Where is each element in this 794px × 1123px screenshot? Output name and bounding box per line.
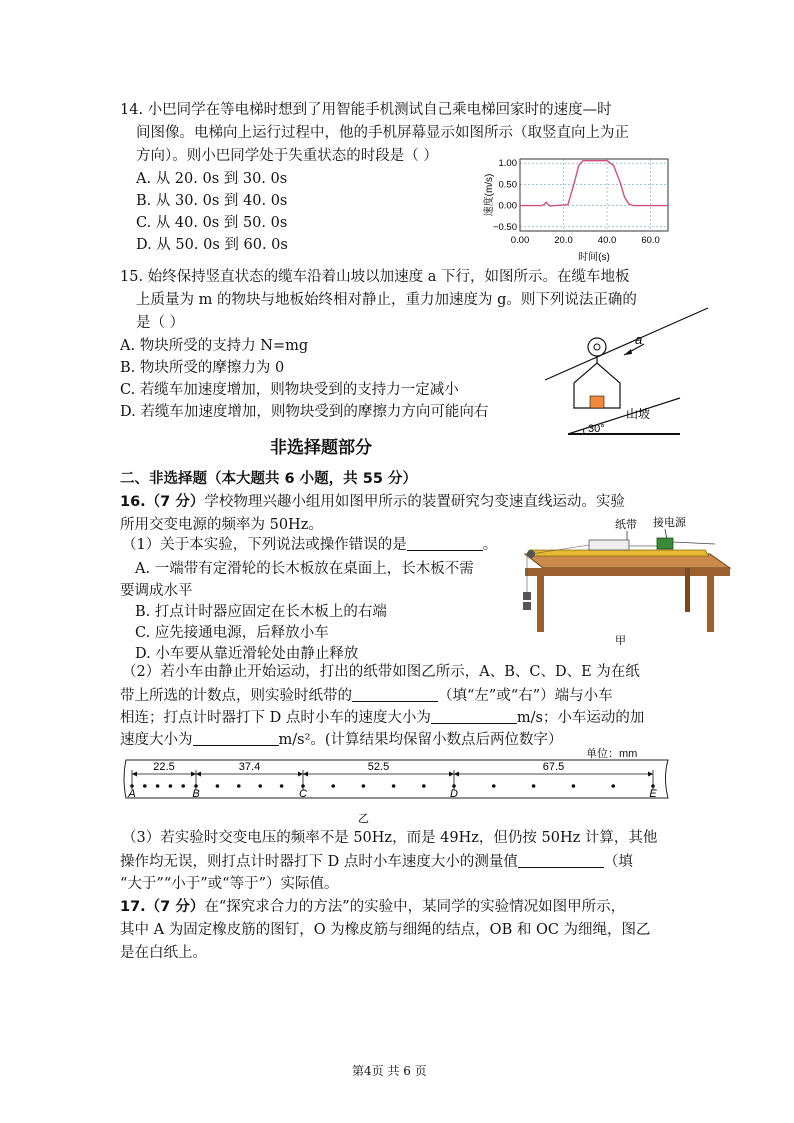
- apparatus-figure: [515, 512, 737, 652]
- q15-option-d: D. 若缆车加速度增加，则物块受到的摩擦力方向可能向右: [120, 404, 489, 420]
- q16-sub1: [122, 533, 497, 554]
- weight-2: [523, 602, 531, 610]
- q16-line1: [120, 490, 625, 511]
- q15-line3: 是（ ）: [136, 315, 185, 331]
- tape-dot: [156, 784, 160, 788]
- tape-dot: [280, 784, 284, 788]
- q16-option-a-line2: 要调成水平: [120, 583, 193, 599]
- angle-label: 30°: [588, 423, 605, 435]
- q16-number: 16.（7 分）: [120, 494, 205, 510]
- tape-point-label: B: [192, 788, 200, 800]
- tape-dot: [392, 784, 396, 788]
- tape-point-label: D: [450, 788, 458, 800]
- q17-number: 17.（7 分）: [120, 899, 205, 915]
- q15-line2: 上质量为 m 的物块与地板始终相对静止，重力加速度为 g。则下列说法正确的: [136, 292, 637, 308]
- tape-segment-label: 37.4: [238, 761, 261, 773]
- q17-line1: [120, 895, 625, 916]
- q16-sub3-l2b: （填: [603, 854, 633, 870]
- q16-sub3-line1: （3）若实验时交变电压的频率不是 50Hz，而是 49Hz，但仍按 50Hz 计算，其他: [122, 830, 658, 846]
- chart-frame: [520, 159, 668, 231]
- chart-series-line: [520, 161, 668, 206]
- q15-option-a: A. 物块所受的支持力 N=mg: [120, 338, 309, 354]
- weight-1: [523, 592, 531, 600]
- tape-dot: [237, 784, 241, 788]
- q16-sub3-l2a: 操作均无误，则打点计时器打下 D 点时小车速度大小的测量值: [120, 854, 518, 870]
- q16-sub2-line3: [120, 706, 644, 727]
- q16-sub2-l3b: m/s；小车运动的加: [516, 710, 645, 726]
- q16-line2: 所用交变电源的频率为 50Hz。: [120, 517, 323, 533]
- q17-line2: 其中 A 为固定橡皮筋的图钉，O 为橡皮筋与细绳的结点，OB 和 OC 为细绳，图乙: [120, 922, 651, 938]
- table-leg-left: [537, 576, 544, 632]
- tape-dot: [362, 784, 366, 788]
- q14-option-a: A. 从 20. 0s 到 30. 0s: [136, 171, 288, 187]
- tape-dot: [492, 784, 496, 788]
- tape-dot: [422, 784, 426, 788]
- q16-option-b: B. 打点计时器应固定在长木板上的右端: [135, 604, 387, 620]
- q16-sub2-line2: [120, 684, 613, 705]
- q16-sub3-line2: [120, 850, 633, 871]
- paper-tape-figure: [118, 756, 678, 826]
- q16-accel-blank[interactable]: [193, 731, 279, 746]
- q15-option-c: C. 若缆车加速度增加，则物块受到的支持力一定减小: [120, 382, 459, 398]
- q16-sub2-l4b: m/s²。(计算结果均保留小数点后两位数字）: [278, 732, 563, 748]
- table-leg-back: [685, 568, 690, 612]
- cable-car-figure: [540, 300, 710, 440]
- chart-xtick-label: 0.00: [510, 235, 530, 246]
- cable-line: [545, 308, 708, 380]
- tape-dot: [572, 784, 576, 788]
- tape-dot: [181, 784, 185, 788]
- chart-xtick-label: 40.0: [597, 235, 617, 246]
- q14-line3: 方向）。则小巴同学处于失重状态的时段是（ ）: [136, 148, 438, 164]
- table-leg-right: [707, 576, 714, 632]
- part2-heading: 二、非选择题（本大题共 6 小题，共 55 分）: [120, 471, 417, 487]
- tape-dot: [216, 784, 220, 788]
- chart-xlabel: 时间(s): [578, 252, 610, 263]
- power-label: 接电源: [653, 517, 686, 529]
- q17-line3: 是在白纸上。: [120, 945, 207, 961]
- chart-grid: [520, 159, 668, 231]
- q16-sub2-line1: （2）若小车由静止开始运动，打出的纸带如图乙所示，A、B、C、D、E 为在纸: [122, 664, 640, 680]
- chart-xtick-label: 60.0: [641, 235, 660, 246]
- chart-ytick-label: 1.00: [498, 158, 517, 170]
- tape-dot: [331, 784, 335, 788]
- tape-unit: 单位：mm: [586, 748, 638, 760]
- q16-head-text: 学校物理兴趣小组用如图甲所示的装置研究匀变速直线运动。实验: [204, 494, 625, 510]
- chart-ytick-label: 0.00: [498, 200, 517, 212]
- q16-sub2-l3a: 相连；打点计时器打下 D 点时小车的速度大小为: [120, 710, 431, 726]
- q17-head-text: 在“探究求合力的方法”的实验中，某同学的实验情况如图甲所示，: [204, 899, 626, 915]
- q16-velocity-blank[interactable]: [431, 709, 517, 724]
- long-board: [529, 550, 709, 556]
- table-edge: [525, 568, 730, 576]
- q16-sub3-line3: “大于”“小于”或“等于”）实际值。: [120, 876, 339, 892]
- q16-option-c: C. 应先接通电源，后释放小车: [135, 625, 329, 641]
- q16-sub2-l2a: 带上所选的计数点，则实验时纸带的: [120, 688, 352, 704]
- q16-sub1-blank[interactable]: [407, 536, 483, 551]
- tape-dot: [143, 784, 147, 788]
- cart: [589, 540, 629, 550]
- wire: [673, 542, 715, 544]
- tape-label: 纸带: [615, 519, 637, 531]
- slope-label: 山坡: [626, 407, 651, 421]
- tape-dot: [169, 784, 173, 788]
- q16-sub1-end: 。: [482, 537, 498, 553]
- q14-line1: 14. 小巴同学在等电梯时想到了用智能手机测试自己乘电梯回家时的速度—时: [120, 102, 612, 118]
- q16-sub2-l2b: （填“左”或“右”）端与小车: [438, 688, 613, 704]
- chart-xtick-label: 20.0: [554, 235, 573, 246]
- tape-segment-label: 22.5: [153, 761, 175, 773]
- q16-sub2-l4a: 速度大小为: [120, 732, 193, 748]
- q14-line2: 间图像。电梯向上运行过程中，他的手机屏幕显示如图所示（取竖直向上为正: [136, 125, 629, 141]
- figure-jia-label: 甲: [615, 635, 626, 647]
- q14-option-b: B. 从 30. 0s 到 40. 0s: [136, 193, 288, 209]
- q15-line1: 15. 始终保持竖直状态的缆车沿着山坡以加速度 a 下行，如图所示。在缆车地板: [120, 269, 630, 285]
- q16-option-a-line1: A. 一端带有定滑轮的长木板放在桌面上，长木板不需: [135, 561, 474, 577]
- page-footer: 第4页 共 6 页: [352, 1064, 427, 1078]
- tape-dot: [611, 784, 615, 788]
- tape-point-label: C: [299, 788, 307, 800]
- chart-ytick-label: 0.50: [498, 179, 517, 191]
- tape-point-label: A: [128, 788, 136, 800]
- q16-compare-blank[interactable]: [518, 853, 604, 868]
- tape-dot: [532, 784, 536, 788]
- accel-arrow-head: [624, 349, 632, 355]
- block-m: [590, 396, 604, 408]
- tape-segment-label: 52.5: [367, 761, 390, 773]
- pulley-center: [594, 344, 600, 350]
- chart-ylabel: 速度(m/s): [484, 173, 495, 217]
- q16-sub2-line4: [120, 728, 563, 749]
- chart-ytick-label: −0.50: [492, 221, 517, 233]
- tape-point-label: E: [649, 788, 657, 800]
- tape-figure-label: 乙: [358, 813, 369, 825]
- q16-option-d: D. 小车要从靠近滑轮处由静止释放: [135, 646, 359, 662]
- q15-option-b: B. 物块所受的摩擦力为 0: [120, 360, 285, 376]
- accel-label: a: [635, 332, 643, 347]
- tape-outline: [124, 760, 668, 798]
- q14-option-d: D. 从 50. 0s 到 60. 0s: [136, 237, 288, 253]
- timer: [657, 538, 673, 549]
- q14-option-c: C. 从 40. 0s 到 50. 0s: [136, 215, 288, 231]
- tape-segment-label: 67.5: [542, 761, 565, 773]
- q16-sub1-text: （1）关于本实验，下列说法或操作错误的是: [122, 537, 407, 553]
- tape-dot: [258, 784, 262, 788]
- section-title: 非选择题部分: [270, 438, 372, 458]
- q16-end-blank[interactable]: [352, 687, 438, 702]
- velocity-time-chart: [480, 155, 680, 263]
